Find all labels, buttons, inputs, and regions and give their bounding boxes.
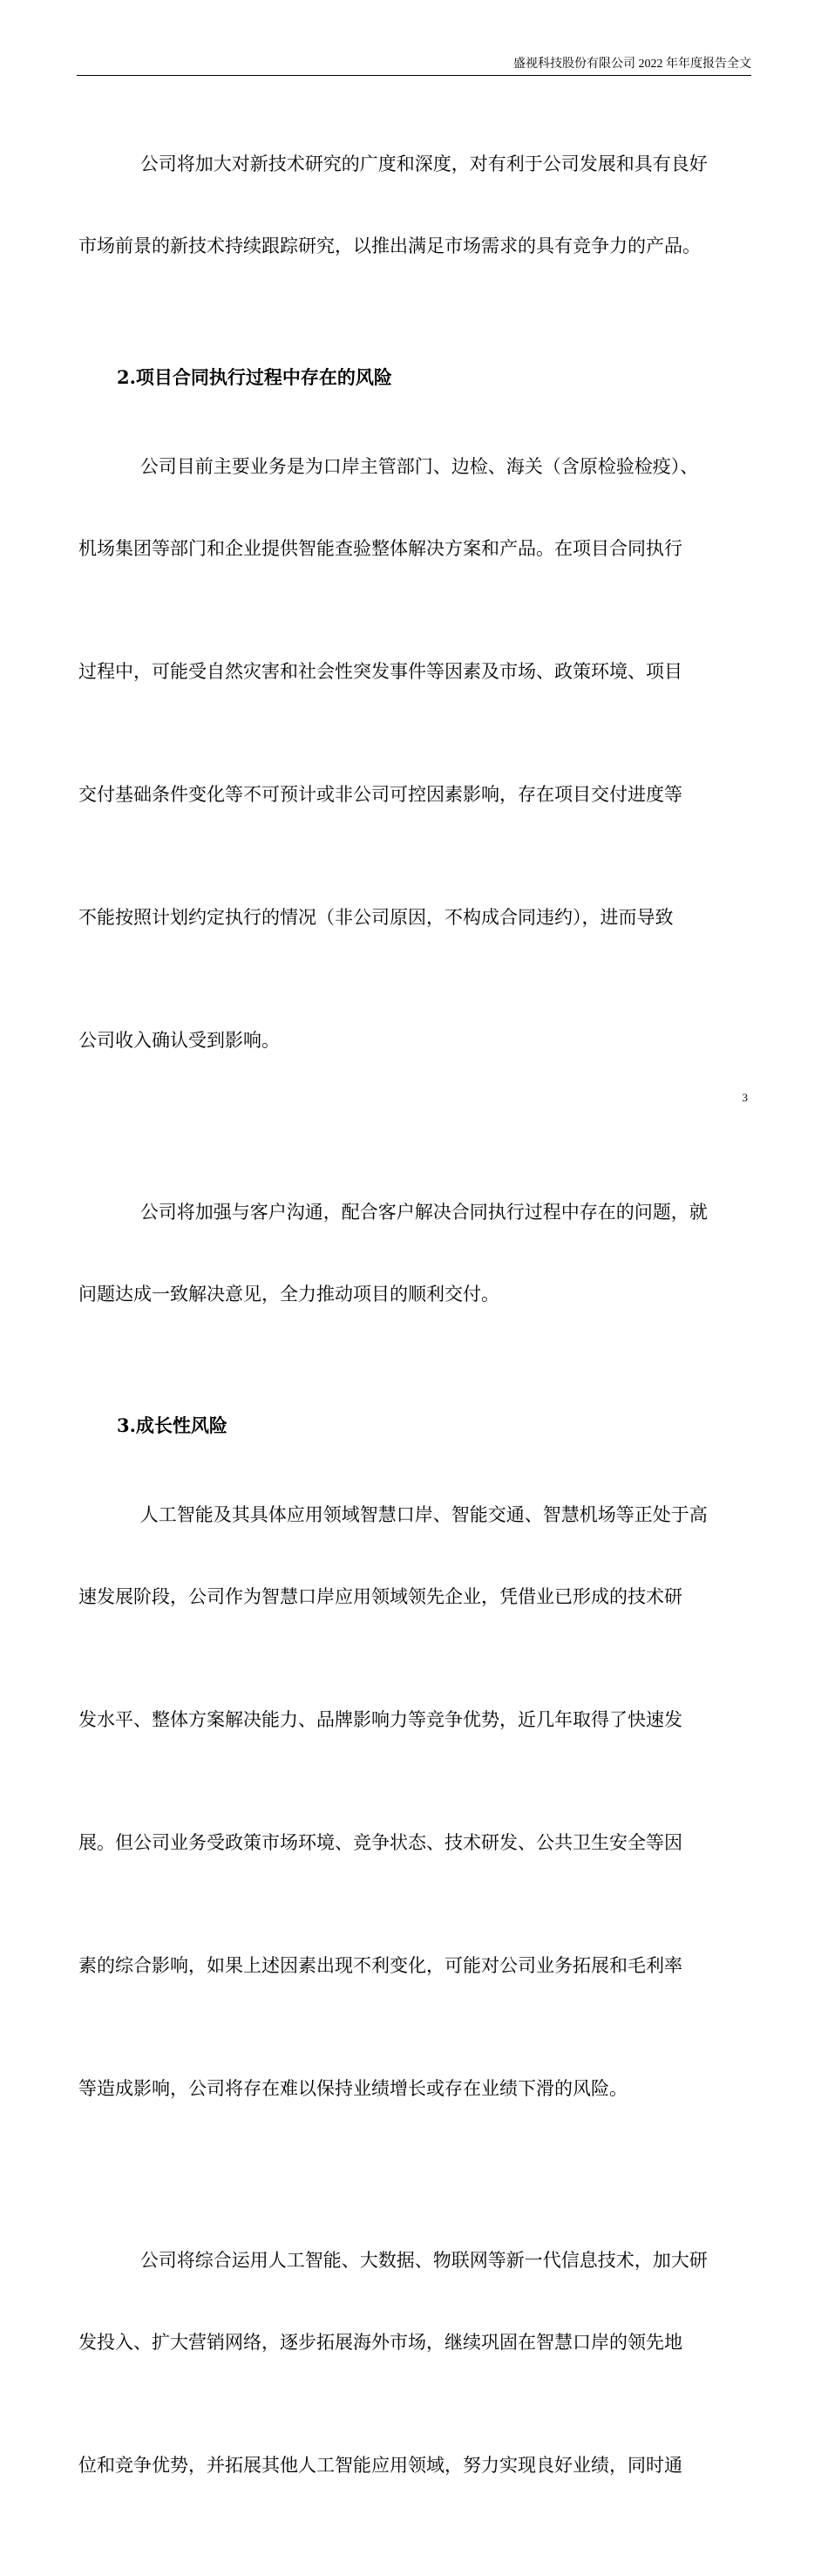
paragraph-line: 过程中，可能受自然灾害和社会性突发事件等因素及市场、政策环境、项目 [78,661,682,682]
paragraph-line: 公司目前主要业务是为口岸主管部门、边检、海关（含原检验检疫）、 [139,456,699,477]
section-heading-growth-risk: 3.成长性风险 [117,1414,227,1436]
paragraph-line: 市场前景的新技术持续跟踪研究，以推出满足市场需求的具有竞争力的产品。 [78,235,701,256]
paragraph-research-focus [78,103,750,349]
paragraph-line: 公司收入确认受到影响。 [78,1030,280,1051]
paragraph-line: 不能按照计划约定执行的情况（非公司原因，不构成合同违约），进而导致 [78,907,674,928]
paragraph-line: 发水平、整体方案解决能力、品牌影响力等竞争优势，近几年取得了快速发 [78,1709,682,1730]
page-header: 盛视科技股份有限公司 2022 年年度报告全文 [513,58,751,71]
page-number: 3 [742,1091,748,1104]
paragraph-line: 交付基础条件变化等不可预计或非公司可控因素影响，存在项目交付进度等 [78,784,682,805]
paragraph-line: 展。但公司业务受政策市场环境、竞争状态、技术研发、公共卫生安全等因 [78,1832,682,1853]
paragraph-growth-measures [78,2199,750,2568]
paragraph-line: 速发展阶段，公司作为智慧口岸应用领域领先企业，凭借业已形成的技术研 [78,1586,682,1607]
paragraph-growth-risk [78,1454,750,2191]
paragraph-line: 公司将加大对新技术研究的广度和深度，对有利于公司发展和具有良好 [139,153,708,174]
header-divider [77,75,751,76]
paragraph-contract-measures [78,1151,750,1397]
paragraph-line: 位和竞争优势，并拓展其他人工智能应用领域，努力实现良好业绩，同时通 [78,2455,682,2476]
paragraph-line: 等造成影响，公司将存在难以保持业绩增长或存在业绩下滑的风险。 [78,2078,628,2099]
paragraph-contract-risk [78,405,750,1143]
paragraph-line: 问题达成一致解决意见，全力推动项目的顺利交付。 [78,1284,499,1305]
paragraph-line: 人工智能及其具体应用领域智慧口岸、智能交通、智慧机场等正处于高 [139,1504,708,1525]
paragraph-line: 发投入、扩大营销网络，逐步拓展海外市场，继续巩固在智慧口岸的领先地 [78,2332,682,2353]
paragraph-line: 公司将加强与客户沟通，配合客户解决合同执行过程中存在的问题，就 [139,1202,708,1223]
section-heading-contract-risk: 2.项目合同执行过程中存在的风险 [117,366,392,388]
paragraph-line: 素的综合影响，如果上述因素出现不利变化，可能对公司业务拓展和毛利率 [78,1955,682,1976]
document-body [78,103,750,2576]
paragraph-line: 公司将综合运用人工智能、大数据、物联网等新一代信息技术，加大研 [139,2250,708,2271]
paragraph-line: 机场集团等部门和企业提供智能查验整体解决方案和产品。在项目合同执行 [78,538,682,559]
